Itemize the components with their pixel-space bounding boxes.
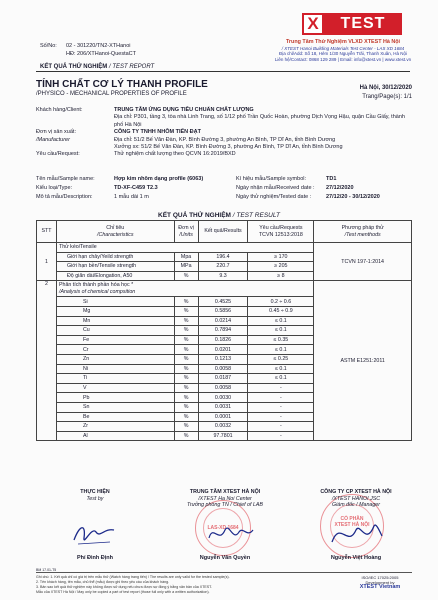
note-1: Ghi chú: 1. Kết quả chỉ có giá trị trên mẫu thử (Watch hàng trang tiến) / The results are only valid for the tested sample(s).: [36, 575, 230, 579]
element-name: Ti: [56, 374, 174, 384]
header-stt: STT: [37, 221, 57, 243]
result-cell: 97.7801: [198, 431, 248, 441]
center-line-1: / XTEST Hanoi Building Materials Test Center - LAS XD 1684: [281, 45, 405, 51]
result-cell: 0.0001: [198, 412, 248, 422]
result-cell: 0.7894: [198, 326, 248, 336]
request-cell: ≤ 0.1: [248, 364, 314, 374]
unit-cell: %: [174, 316, 198, 326]
tester-title: THỰC HIỆN: [80, 489, 110, 495]
result-cell: 0.0214: [198, 316, 248, 326]
unit-cell: %: [174, 364, 198, 374]
sample-name-label: Tên mẫu/Sample name:: [36, 176, 95, 182]
company-title-en: /XTEST HANOI JSC: [331, 495, 381, 502]
center-stamp-text: LAS-XD 1684: [207, 525, 239, 531]
company-title: CÔNG TY CP XTEST HÀ NỘI: [320, 489, 392, 495]
result-cell: 0.0187: [198, 374, 248, 384]
request-cell: ≤ 0.1: [248, 345, 314, 355]
element-name: Zr: [56, 422, 174, 432]
characteristic-name: Giới hạn chảy/Yeild strength: [56, 252, 174, 262]
result-cell: 0.0201: [198, 345, 248, 355]
sample-desc-label: Mô tả mẫu/Description:: [36, 194, 93, 200]
unit-cell: %: [174, 297, 198, 307]
characteristic-name: Độ giãn dài/Elongation, A50: [56, 271, 174, 281]
element-name: Cu: [56, 326, 174, 336]
report-label-vi: KẾT QUẢ THỬ NGHIỆM: [40, 64, 108, 70]
unit-cell: %: [174, 326, 198, 336]
note-4: Mẫu của XTEST Hà Nội / May only be copied a part of test report (those full only with a written authorization).: [36, 590, 210, 594]
note-2: 2. Tên khách hàng, tên mẫu, chủ thể (mẫu) được ghi theo yêu cầu của khách hàng.: [36, 580, 170, 584]
request-cell: ≥ 170: [248, 252, 314, 262]
sample-type-value: TD-XF-C459 T2.3: [114, 185, 158, 191]
result-cell: 0.5856: [198, 306, 248, 316]
brand-name: XTEST Vietnam: [359, 584, 401, 590]
report-label-en: / TEST REPORT: [108, 64, 155, 70]
company-signer-name: Nguyễn Việt Hoàng: [330, 555, 382, 561]
unit-cell: %: [174, 402, 198, 412]
request-cell: -: [248, 422, 314, 432]
company-role: Giám đốc / Manager: [332, 502, 380, 508]
element-name: Ni: [56, 364, 174, 374]
request-cell: ≤ 0.1: [248, 316, 314, 326]
result-cell: 0.0032: [198, 422, 248, 432]
company-stamp-text: CỔ PHẦN XTEST HÀ NỘI: [334, 516, 370, 528]
unit-cell: %: [174, 393, 198, 403]
request-cell: ≤ 0.1: [248, 374, 314, 384]
client-info: [36, 107, 412, 159]
sample-symbol-label: Kí hiệu mẫu/Sample symbol:: [236, 176, 307, 182]
tested-date-value: 27/12/20 - 30/12/2020: [326, 194, 380, 200]
company-signature: [328, 518, 384, 552]
request-cell: ≥ 205: [248, 262, 314, 272]
header-characteristics: [56, 221, 174, 243]
sample-symbol-value: TD1: [326, 176, 337, 182]
result-cell: 196.4: [198, 252, 248, 262]
logo-word: TEST: [324, 13, 402, 35]
header-result: Kết quả/Results: [198, 221, 248, 243]
element-name: Mn: [56, 316, 174, 326]
result-cell: 9.3: [198, 271, 248, 281]
unit-cell: Mpa: [174, 252, 198, 262]
report-label: [40, 64, 154, 70]
header-request: [248, 221, 314, 243]
request-cell: -: [248, 393, 314, 403]
element-name: Mg: [56, 306, 174, 316]
unit-cell: %: [174, 431, 198, 441]
tester-signature: [70, 518, 120, 550]
iso-block: [345, 575, 415, 590]
company-block: [300, 489, 412, 509]
element-name: Zn: [56, 354, 174, 364]
tested-date-label: Ngày thử nghiệm/Tested date :: [236, 194, 312, 200]
so-value: 02 - 301220/TN2-XTHanoi: [66, 43, 131, 49]
table-row-group-chemical: [37, 281, 412, 297]
row-stt: 1: [37, 243, 57, 281]
request-cell: -: [248, 431, 314, 441]
result-cell: 0.4525: [198, 297, 248, 307]
center-line-3: Liên hệ/Contact: 0868 129 289 | Email: info@xtest.vn | www.xtest.vn: [274, 56, 412, 62]
result-cell: 0.0058: [198, 364, 248, 374]
tester-name: Phí Đình Định: [76, 555, 114, 561]
center-signature: [205, 520, 255, 550]
manufacturer-workshop: Xưởng sx: 51/2 Bế Văn Đàn, KP. Bình Đường 3, phường An Bình, TP Dĩ An, tỉnh Bình Dương: [114, 144, 343, 151]
footer-notes: [36, 575, 326, 595]
client-label: Khách hàng/Client:: [36, 107, 83, 113]
report-number-block: [40, 42, 136, 58]
element-name: V: [56, 383, 174, 393]
request-cell: -: [248, 412, 314, 422]
results-title-vi: KẾT QUẢ THỬ NGHIỆM: [158, 212, 231, 219]
header-req-std: TCVN 12513:2018: [258, 231, 303, 238]
characteristic-name: Giới hạn bền/Tensile strength: [56, 262, 174, 272]
unit-cell: %: [174, 383, 198, 393]
unit-cell: %: [174, 345, 198, 355]
unit-cell: %: [174, 354, 198, 364]
manufacturer-label-en: /Manufacturer: [36, 136, 70, 143]
header-method-vi: Phương pháp thử: [341, 225, 384, 231]
unit-cell: %: [174, 412, 198, 422]
unit-cell: %: [174, 374, 198, 384]
result-cell: 0.0031: [198, 402, 248, 412]
header-char-vi: Chỉ tiêu: [106, 225, 125, 231]
client-address: Địa chỉ: P301, tầng 3, tòa nhà Linh Trang, số 1/12 phố Trần Quốc Hoàn, phường Dịch Vọng Hậu, quận Cầu Giấy, thành phố Hà Nội: [114, 114, 405, 128]
request-label: Yêu cầu/Request:: [36, 151, 80, 158]
group-title: Thử kéo/Tensile: [56, 243, 313, 253]
center-contact-block: [252, 40, 434, 62]
results-title: [0, 212, 438, 219]
element-name: Pb: [56, 393, 174, 403]
element-name: Si: [56, 297, 174, 307]
contract-number: HĐ: 206/XTHanoi-QuestaCT: [66, 51, 136, 57]
center-title-en: /XTEST Ha Noi Center: [198, 495, 252, 502]
element-name: Fe: [56, 335, 174, 345]
request-value: Thử nghiệm chất lượng theo QCVN 16:2019/BXD: [114, 151, 236, 158]
center-signer-name: Nguyễn Văn Quyền: [199, 555, 251, 561]
header-unit-en: /Units: [179, 231, 193, 238]
table-header-row: [37, 221, 412, 243]
client-name: TRUNG TÂM ỨNG DỤNG TIÊU CHUẨN CHẤT LƯỢNG: [114, 107, 254, 113]
header-req-vi: Yêu cầu/Requests: [259, 225, 303, 231]
request-cell: 0.45 ÷ 0.9: [248, 306, 314, 316]
header-char-en: /Characteristics: [97, 231, 134, 238]
row-stt: 2: [37, 281, 57, 441]
result-cell: 220.7: [198, 262, 248, 272]
request-cell: -: [248, 402, 314, 412]
page-subtitle: /PHYSICO - MECHANICAL PROPERTIES OF PROFILE: [36, 91, 187, 97]
center-name: Trung Tâm Thử Nghiệm VLXD XTEST Hà Nội: [285, 39, 401, 45]
manufacturer-name: CÔNG TY TNHH NHÔM TIẾN ĐẠT: [114, 129, 201, 136]
center-block: [170, 489, 280, 509]
header-unit: [174, 221, 198, 243]
header-method-en: /Test menthods: [344, 231, 381, 238]
test-method: ASTM E1251:2011: [314, 281, 412, 441]
so-label: Số/No:: [40, 43, 57, 49]
unit-cell: %: [174, 335, 198, 345]
sample-name-value: Hợp kim nhôm dạng profile (6063): [114, 176, 204, 182]
header-divider: [36, 71, 410, 72]
iso-standard: ISO/IEC 17025:2005: [361, 575, 399, 580]
result-cell: 0.0030: [198, 393, 248, 403]
unit-cell: %: [174, 271, 198, 281]
manufacturer-label: Đơn vị sản xuất:: [36, 129, 76, 136]
results-table: [36, 220, 412, 441]
group-title-en: /Analysis of chemical compsition: [58, 288, 136, 295]
group-title: [56, 281, 313, 297]
element-name: Sn: [56, 402, 174, 412]
element-name: Be: [56, 412, 174, 422]
results-title-en: / TEST RESULT: [232, 212, 280, 219]
header-unit-vi: Đơn vị: [178, 225, 194, 231]
result-cell: 0.1213: [198, 354, 248, 364]
request-cell: -: [248, 383, 314, 393]
element-name: Cr: [56, 345, 174, 355]
group-title-vi: Phân tích thành phần hóa học *: [58, 282, 134, 289]
report-date: Hà Nội, 30/12/2020: [359, 85, 412, 91]
development-by: Development by: [365, 580, 395, 585]
result-cell: 0.1826: [198, 335, 248, 345]
request-cell: 0.2 ÷ 0.6: [248, 297, 314, 307]
request-cell: ≤ 0.35: [248, 335, 314, 345]
header-method: [314, 221, 412, 243]
form-code: BM 17.01-T5: [36, 568, 57, 572]
center-line-2: Địa chỉ/Add: Số 18, Hẻm 1/30 Nguyễn Trãi, Thanh Xuân, Hà Nội: [279, 51, 407, 57]
sample-desc-value: 1 mẫu dài 1 m: [114, 194, 149, 200]
page-title: TÍNH CHẤT CƠ LÝ THANH PROFILE: [36, 79, 208, 90]
tester-title-en: Test by: [86, 495, 104, 502]
request-cell: ≥ 8: [248, 271, 314, 281]
tester-block: [50, 489, 140, 502]
unit-cell: %: [174, 422, 198, 432]
unit-cell: MPa: [174, 262, 198, 272]
test-method: TCVN 197-1:2014: [314, 243, 412, 281]
manufacturer-address: Địa chỉ: 51/2 Bế Văn Đàn, KP. Bình Đường 3, phường An Bình, TP Dĩ An, tỉnh Bình Dương: [114, 136, 336, 143]
received-date-label: Ngày nhận mẫu/Received date :: [236, 185, 315, 191]
element-name: Al: [56, 431, 174, 441]
center-role: Trưởng phòng TN / Chief of LAB: [187, 502, 263, 508]
footer-divider: [36, 572, 412, 573]
sample-type-label: Kiểu loại/Type:: [36, 185, 73, 191]
received-date-value: 27/12/2020: [326, 185, 354, 191]
unit-cell: %: [174, 306, 198, 316]
center-title: TRUNG TÂM XTEST HÀ NỘI: [189, 489, 261, 495]
result-cell: 0.0058: [198, 383, 248, 393]
logo-x-mark: X: [302, 13, 324, 35]
note-3: 3. Bản sao kết quả thử nghiệm này không được sử dụng nếu chưa được sự đồng ý bằng văn bản của XTEST.: [36, 585, 212, 589]
xtest-logo: [302, 13, 402, 35]
page-count: Trang/Page(s): 1/1: [362, 94, 412, 100]
request-cell: ≤ 0.1: [248, 326, 314, 336]
table-row-group-tensile: [37, 243, 412, 253]
request-cell: ≤ 0.25: [248, 354, 314, 364]
